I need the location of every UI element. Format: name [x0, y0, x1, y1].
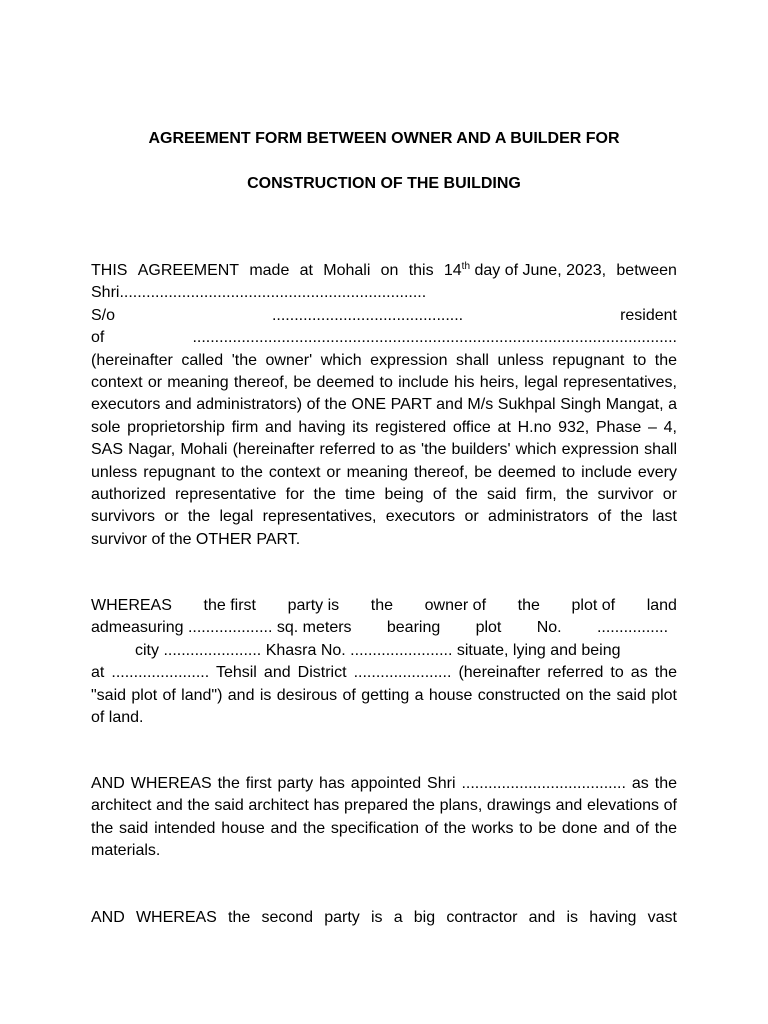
word: the	[517, 597, 540, 614]
word: owner of	[424, 597, 487, 614]
intro-line-2: Shri.....................................................................	[91, 284, 427, 302]
word: a	[393, 909, 403, 926]
word: AND	[91, 909, 125, 926]
word: plot	[475, 619, 502, 637]
word: plot of	[571, 597, 616, 614]
intro-line-3	[91, 305, 677, 327]
whereas-contractor-paragraph	[91, 907, 677, 929]
word: land	[646, 597, 677, 614]
intro-body-text: (hereinafter called 'the owner' which expression shall unless repugnant to the context or meaning thereof, be deemed to include his heirs, legal representatives, executors and administrators) of the ONE PART and M/s Sukhpal Singh Mangat, a sole proprietorship firm and having its registered office at H.no 932, Phase – 4, SAS Nagar, Mohali (hereinafter referred to as 'the builders' which expression shall unless repugnant to the context or meaning thereof, be deemed to include every authorized representative for the time being of the said firm, the survivor or survivors or the legal representatives, executors or administrators of the last survivor of the OTHER PART.	[91, 351, 677, 548]
day-number: 14	[443, 262, 462, 279]
word: the	[370, 597, 394, 614]
plot-body-text: at ...................... Tehsil and District ...................... (hereinafter referred to as the "said plot of land") and is desirous of getting a house constructed on the said plot of land.	[91, 664, 677, 727]
blank-field: ................	[596, 619, 677, 637]
word: WHEREAS	[91, 597, 172, 614]
word: made	[249, 262, 290, 279]
plot-line-2	[91, 617, 677, 639]
word: party	[324, 909, 360, 926]
word: WHEREAS	[135, 909, 217, 926]
word: resident	[620, 306, 677, 324]
word: on	[380, 262, 399, 279]
word: admeasuring ................... sq. meters	[91, 619, 352, 637]
document-title-line-1: AGREEMENT FORM BETWEEN OWNER AND A BUILDER FOR	[148, 130, 620, 147]
word: is	[370, 909, 383, 926]
intro-line-4	[91, 327, 677, 349]
word: is	[566, 909, 579, 926]
word: party is	[287, 597, 340, 614]
word: at	[299, 262, 313, 279]
blank-field: .............................................................................................................	[192, 329, 677, 347]
word: this	[408, 262, 434, 279]
blank-field: ...........................................	[271, 306, 464, 324]
word: vast	[647, 909, 677, 926]
word: THIS	[91, 262, 128, 279]
word: No.	[536, 619, 562, 637]
month-year: day of June, 2023,	[470, 262, 607, 279]
word: the first	[203, 597, 256, 614]
word: having	[589, 909, 637, 926]
whereas-plot-paragraph	[91, 595, 677, 729]
word: Mohali	[323, 262, 371, 279]
plot-line-1	[91, 595, 677, 617]
ordinal-suffix: th	[461, 261, 471, 272]
intro-line-1	[91, 260, 677, 282]
word: bearing	[386, 619, 441, 637]
word: S/o	[91, 306, 116, 324]
word: of	[91, 329, 105, 347]
word: the	[228, 909, 251, 926]
word: between	[616, 262, 677, 279]
word: contractor	[446, 909, 518, 926]
date-phrase	[444, 260, 606, 282]
document-title-line-2: CONSTRUCTION OF THE BUILDING	[247, 175, 521, 192]
contractor-line-1	[91, 907, 677, 929]
whereas-architect-paragraph: AND WHEREAS the first party has appointed Shri ..................................... as the architect and the said architect has prepared the plans, drawings and elevations of the said intended house and the specification of the works to be done and of the materials.	[91, 775, 677, 860]
plot-line-3: city ...................... Khasra No. ....................... situate, lying and being	[135, 641, 621, 659]
word: AGREEMENT	[137, 262, 240, 279]
word: second	[261, 909, 314, 926]
agreement-intro-paragraph	[91, 260, 677, 551]
word: big	[413, 909, 436, 926]
word: and	[528, 909, 556, 926]
